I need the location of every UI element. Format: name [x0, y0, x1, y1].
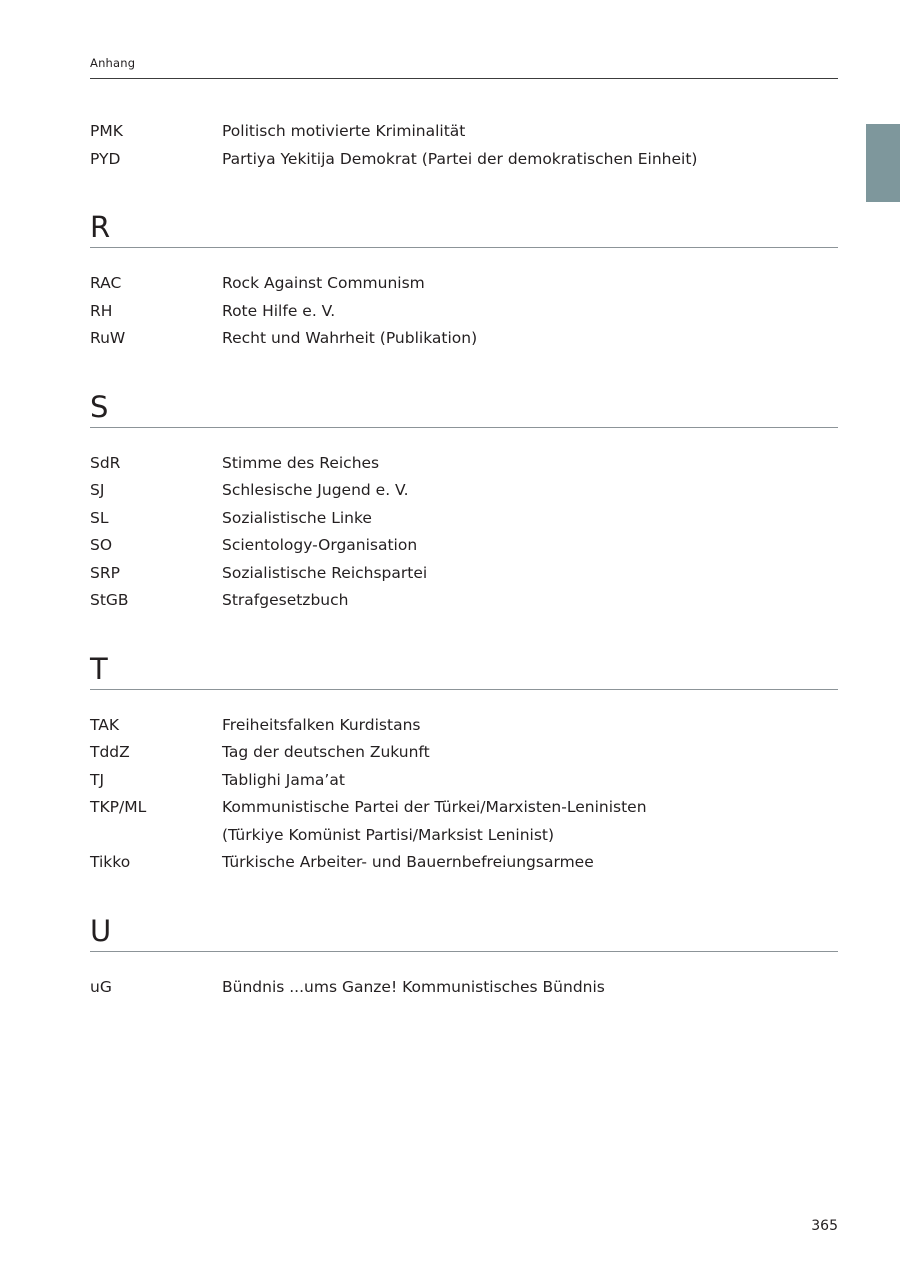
entry-list [90, 118, 838, 173]
abbreviation-definition: Türkische Arbeiter- und Bauernbefreiungsarmee [222, 853, 594, 871]
abbreviation-definition: Sozialistische Reichspartei [222, 563, 428, 582]
section-divider [90, 689, 838, 690]
abbreviation-entry [90, 298, 838, 326]
abbreviation-term: SO [90, 536, 113, 554]
letter-section [90, 615, 838, 877]
entry-list [90, 712, 838, 877]
letter-section [90, 173, 838, 353]
abbreviation-entry [90, 270, 838, 298]
letter-section [90, 877, 838, 1002]
abbreviation-term: Tikko [90, 853, 131, 871]
page-number: 365 [811, 1218, 838, 1234]
section-letter-heading: S [90, 389, 109, 424]
abbreviation-definition: Rote Hilfe e. V. [222, 301, 336, 320]
abbreviation-term: RAC [90, 274, 122, 292]
abbreviation-term: TJ [90, 770, 105, 789]
abbreviation-entry [90, 712, 838, 740]
section-divider [90, 427, 838, 428]
abbreviation-definition: Partiya Yekitija Demokrat (Partei der demokratischen Einheit) [222, 149, 698, 168]
abbreviation-definition: Scientology-Organisation [222, 536, 418, 554]
running-head-label: Anhang [90, 56, 136, 70]
abbreviation-entry [90, 794, 838, 822]
section-letter-heading: R [90, 210, 111, 244]
abbreviation-definition: Schlesische Jugend e. V. [222, 481, 409, 499]
abbreviation-definition: Sozialistische Linke [222, 508, 372, 527]
letter-section [90, 353, 838, 615]
entry-list [90, 450, 838, 615]
abbreviation-term: PMK [90, 122, 123, 140]
abbreviation-term: SdR [90, 453, 121, 472]
section-letter-heading: T [90, 651, 108, 686]
abbreviation-entry [90, 587, 838, 615]
abbreviation-entry [90, 477, 838, 505]
abbreviation-entry [90, 739, 838, 767]
abbreviation-entry [90, 505, 838, 533]
running-head [90, 56, 838, 79]
abbreviation-term: SJ [90, 481, 105, 499]
entry-list [90, 974, 838, 1002]
abbreviation-definition: Tablighi Jama’at [222, 770, 345, 789]
abbreviation-definition: Politisch motivierte Kriminalität [222, 122, 466, 140]
abbreviation-definition: Strafgesetzbuch [222, 591, 349, 609]
abbreviation-definition: Tag der deutschen Zukunft [222, 743, 430, 761]
abbreviation-entry [90, 325, 838, 353]
abbreviation-term: SL [90, 508, 109, 527]
header-divider [90, 78, 838, 79]
abbreviation-term: SRP [90, 563, 120, 582]
abbreviation-definition: Bündnis ...ums Ganze! Kommunistisches Bündnis [222, 977, 605, 996]
abbreviation-term: TAK [90, 715, 120, 734]
abbreviation-entry [90, 532, 838, 560]
abbreviation-entry [90, 146, 838, 174]
abbreviation-definition-continuation: (Türkiye Komünist Partisi/Marksist Leninist) [222, 825, 555, 844]
abbreviation-term: uG [90, 977, 112, 996]
section-marker-tab [866, 124, 900, 202]
abbreviation-term: TKP/ML [90, 798, 147, 816]
abbreviation-list [90, 118, 838, 1001]
abbreviation-term: RH [90, 301, 113, 320]
abbreviation-definition: Rock Against Communism [222, 274, 425, 292]
abbreviation-definition: Kommunistische Partei der Türkei/Marxisten-Leninisten [222, 798, 647, 816]
abbreviation-term: RuW [90, 329, 126, 347]
abbreviation-term: TddZ [90, 743, 130, 761]
abbreviation-entry [90, 450, 838, 478]
abbreviation-term: StGB [90, 591, 129, 609]
abbreviation-term: PYD [90, 149, 121, 168]
section-divider [90, 951, 838, 952]
abbreviation-definition: Freiheitsfalken Kurdistans [222, 715, 421, 734]
abbreviation-entry [90, 849, 838, 877]
abbreviation-definition: Recht und Wahrheit (Publikation) [222, 329, 478, 347]
abbreviation-entry [90, 560, 838, 588]
entry-list [90, 270, 838, 353]
abbreviation-entry [90, 974, 838, 1002]
abbreviation-definition: Stimme des Reiches [222, 453, 380, 472]
section-letter-heading: U [90, 913, 112, 948]
abbreviation-entry [90, 767, 838, 795]
entry-block [90, 118, 838, 173]
section-divider [90, 247, 838, 248]
abbreviation-entry [90, 118, 838, 146]
